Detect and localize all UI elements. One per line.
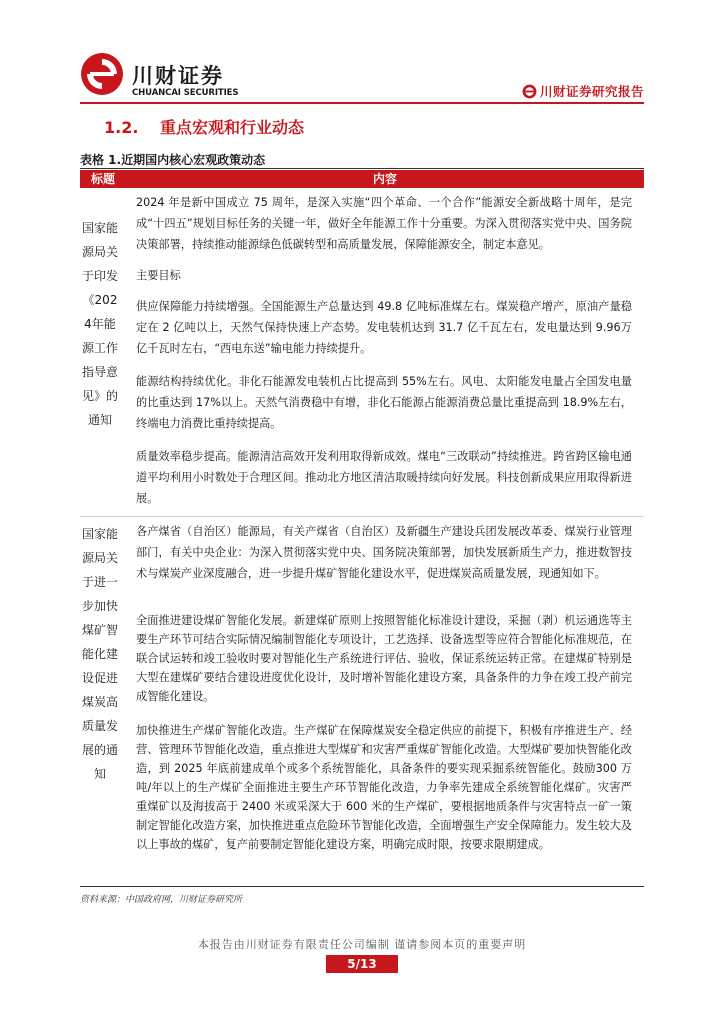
page-header	[80, 52, 644, 104]
section-title	[104, 115, 304, 138]
row-1-para-5: 质量效率稳步提高。能源清洁高效开发利用取得新成效。煤电“三改联动”持续推进。跨省跨区输电通道平均利用小时数处于合理区间。推动北方地区清洁取暖持续向好发展。科技创新成果应用取得新进展。	[136, 450, 632, 505]
header-content-col: 内容	[372, 172, 397, 186]
row-1-para-3: 供应保障能力持续增强。全国能源生产总量达到 49.8 亿吨标准煤左右。煤炭稳产增产，原油产量稳定在 2 亿吨以上，天然气保持快速上产态势。发电装机达到 31.7 亿千瓦左右，发电量达到 9.96万亿千瓦时左右，“西电东送”输电能力持续提升。	[136, 300, 632, 355]
company-name-cn: 川财证券	[132, 64, 224, 88]
report-label: 川财证券研究报告	[539, 84, 644, 99]
row-divider	[80, 516, 644, 517]
section-number: 1.2.	[104, 118, 139, 137]
report-badge	[522, 82, 644, 100]
row-1-para-2: 主要目标	[136, 269, 181, 282]
table-bottom-rule	[80, 886, 644, 887]
footer-disclaimer: 本报告由川财证券有限责任公司编制 谨请参阅本页的重要声明	[197, 938, 527, 951]
row-2-para-2: 全面推进建设煤矿智能化发展。新建煤矿原则上按照智能化标准设计建设，采掘（剥）机运通选等主要生产环节可结合实际情况编制智能化专项设计，工艺选择、设备选型等应符合智能化标准规范，在联合试运转和竣工验收时要对智能化生产系统进行评估、验收，保证系统运转正常。在建煤矿特别是大型在建煤矿要结合建设进度优化设计，及时增补智能化建设方案，具备条件的力争在竣工投产前完成智能化建设。	[136, 614, 632, 703]
row-2-title: 国家能源局关于进一步加快煤矿智能化建设促进煤炭高质量发展的通知	[81, 527, 118, 781]
page-number: 5/13	[326, 955, 398, 973]
row-2-para-1: 各产煤省（自治区）能源局，有关产煤省（自治区）及新疆生产建设兵团发展改革委、煤炭行业管理部门，有关中央企业：为深入贯彻落实党中央、国务院决策部署，加快发展新质生产力，推进数智技术与煤炭产业深度融合，进一步提升煤矿智能化建设水平，促进煤炭高质量发展，现通知如下。	[136, 525, 632, 580]
table-header	[80, 170, 644, 188]
company-name-en: CHUANCAI SECURITIES	[132, 88, 239, 98]
source-note: 资料来源：中国政府网，川财证券研究所	[80, 895, 243, 905]
chuancai-logo-icon	[80, 52, 124, 96]
row-1-title: 国家能源局关于印发《2024年能源工作指导意见》的通知	[81, 221, 118, 427]
row-1-para-1: 2024 年是新中国成立 75 周年，是深入实施“四个革命、一个合作”能源安全新战略十周年，是完成“十四五”规划目标任务的关键一年，做好全年能源工作十分重要。为深入贯彻落实党中央、国务院决策部署，持续推动能源绿色低碳转型和高质量发展，保障能源安全，制定本意见。	[136, 196, 632, 251]
header-divider	[80, 102, 644, 104]
caption-divider	[80, 168, 644, 169]
row-2-para-3: 加快推进生产煤矿智能化改造。生产煤矿在保障煤炭安全稳定供应的前提下，积极有序推进生产、经营、管理环节智能化改造，重点推进大型煤矿和灾害严重煤矿智能化改造。大型煤矿要加快智能化改造，到 2025 年底前建成单个或多个系统智能化，具备条件的要实现采掘系统智能化。鼓励300 万吨/年以上的生产煤矿全面推进主要生产环节智能化改造，力争率先建成全系统智能化煤矿。灾害严重煤矿以及海拔高于 2400 米或采深大于 600 米的生产煤矿，要根据地质条件与灾害特点一矿一策制定智能化改造方案，加快推进重点危险环节智能化改造，全面增强生产安全保障能力。发生较大及以上事故的煤矿，复产前要制定智能化建设方案，明确完成时限，按要求限期建成。	[136, 724, 632, 851]
table-caption: 表格 1.近期国内核心宏观政策动态	[80, 153, 266, 167]
section-title-text: 重点宏观和行业动态	[160, 118, 305, 137]
header-title-col: 标题	[90, 172, 115, 186]
row-1-para-4: 能源结构持续优化。非化石能源发电装机占比提高到 55%左右。风电、太阳能发电量占全国发电量的比重达到 17%以上。天然气消费稳中有增，非化石能源占能源消费总量比重提高到 18.9%左右，终端电力消费比重持续提高。	[136, 375, 632, 430]
chuancai-mini-logo-icon	[522, 84, 537, 99]
